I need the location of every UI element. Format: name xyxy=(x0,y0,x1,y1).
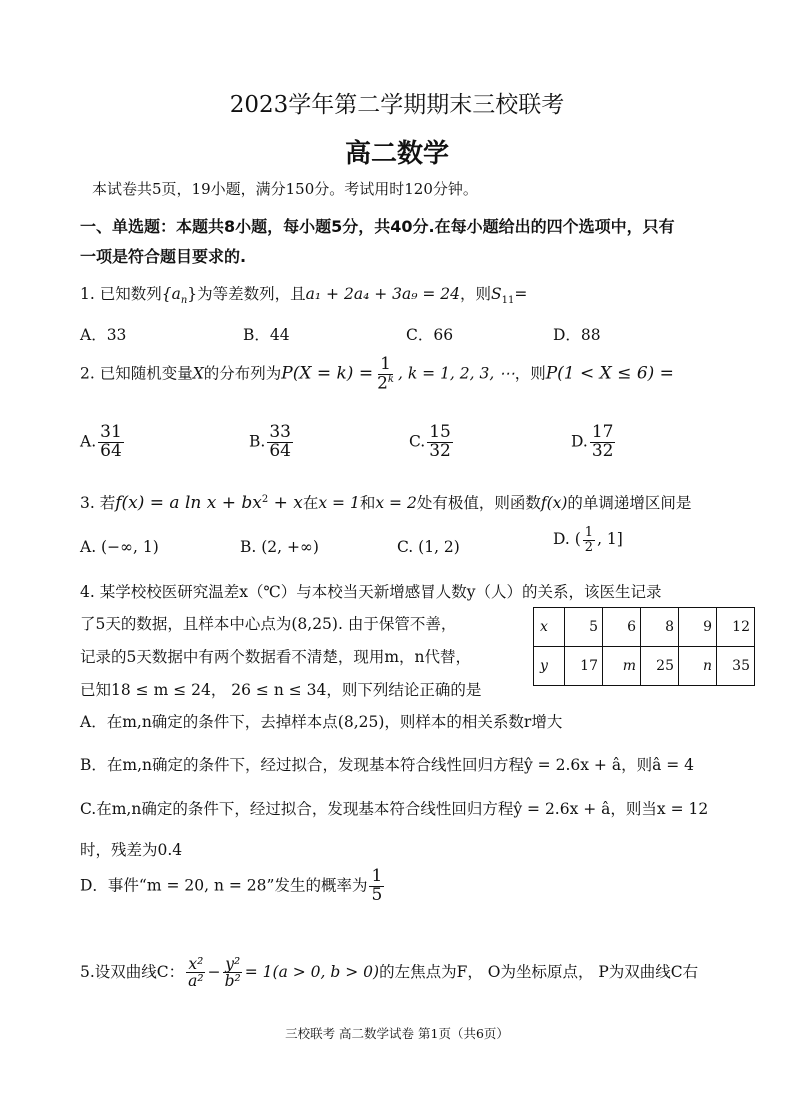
q3-option-d-letter: D. ( xyxy=(553,530,581,549)
question-5 xyxy=(80,956,698,990)
q1-prefix: 1. 已知数列 xyxy=(80,285,162,303)
q3-option-a: A. (−∞, 1) xyxy=(80,538,159,556)
q1-seq-sub: n xyxy=(180,295,188,307)
q3-x1: x = 1 xyxy=(318,494,360,512)
q3-prefix: 3. 若 xyxy=(80,494,116,512)
q1-then: ，则 xyxy=(460,285,492,303)
q2-option-d xyxy=(571,424,617,461)
q2-option-c-den: 32 xyxy=(429,440,451,461)
q2-option-c-num: 15 xyxy=(429,422,451,442)
q3-option-d-frac xyxy=(583,526,595,554)
q2-pexpr: P(X = k) = xyxy=(281,363,374,384)
q5-prefix: 5.设双曲线C： xyxy=(80,962,185,981)
q2-option-b-den: 64 xyxy=(269,440,291,461)
table-cell: n xyxy=(679,647,717,686)
q1-target-sub: 11 xyxy=(501,295,515,307)
q5-tail: 的左焦点为F， O为坐标原点， P为双曲线C右 xyxy=(379,962,699,981)
q1-option-c: C．66 xyxy=(406,326,454,344)
table-cell: 9 xyxy=(679,608,717,647)
q1-option-d: D．88 xyxy=(553,326,601,344)
q4-option-c-line1: C.在m,n确定的条件下，经过拟合，发现基本符合线性回归方程ŷ = 2.6x + â，则当x = 12 xyxy=(80,800,709,818)
q1-option-a: A．33 xyxy=(80,326,127,344)
q2-option-c-letter: C. xyxy=(409,432,426,451)
table-header-x: x xyxy=(534,608,565,647)
q1-target: S xyxy=(491,285,502,303)
q3-x2: x = 2 xyxy=(375,494,417,512)
q2-option-d-num: 17 xyxy=(591,422,614,442)
q4-option-b: B．在m,n确定的条件下，经过拟合，发现基本符合线性回归方程ŷ = 2.6x + â，则â = 4 xyxy=(80,756,695,774)
table-cell: 17 xyxy=(565,647,603,686)
q2-var: X xyxy=(192,364,204,383)
q4-line1: 4. 某学校校医研究温差x（℃）与本校当天新增感冒人数y（人）的关系，该医生记录 xyxy=(80,583,662,601)
q2-query: P(1 < X ≤ 6) = xyxy=(545,363,674,384)
q3-func-tail: + x xyxy=(268,493,303,513)
question-2 xyxy=(80,356,674,393)
q5-frac-y xyxy=(223,956,243,990)
q3-option-d-num: 1 xyxy=(584,525,594,540)
q5-frac-y-den: b² xyxy=(224,972,241,991)
q2-option-d-frac xyxy=(590,424,616,461)
q2-krange: , k = 1, 2, 3, ⋯ xyxy=(397,364,515,383)
q3-option-d-den: 2 xyxy=(584,539,594,555)
q2-option-d-den: 32 xyxy=(591,440,614,461)
q4-option-d-text: D．事件“m = 20, n = 28”发生的概率为 xyxy=(80,876,368,895)
question-3 xyxy=(80,491,691,513)
q4-option-c-line2: 时，残差为0.4 xyxy=(80,841,183,859)
q4-option-d xyxy=(80,868,386,905)
q1-option-b: B．44 xyxy=(243,326,290,344)
exam-intro: 本试卷共5页，19小题，满分150分。考试用时120分钟。 xyxy=(92,180,478,198)
q2-mid: 的分布列为 xyxy=(203,364,282,383)
q4-option-d-frac xyxy=(369,868,384,905)
q4-option-a: A．在m,n确定的条件下，去掉样本点(8,25)，则样本的相关系数r增大 xyxy=(80,713,563,731)
table-cell: m xyxy=(603,647,641,686)
q4-line3: 记录的5天数据中有两个数据看不清楚，现用m，n代替， xyxy=(80,648,472,666)
q4-data-table xyxy=(533,607,755,686)
q2-option-a-frac xyxy=(98,424,124,461)
q3-and: 和 xyxy=(359,494,376,512)
q4-option-d-num: 1 xyxy=(371,866,383,886)
q5-eq-tail: = 1(a > 0, b > 0) xyxy=(244,962,380,981)
q5-frac-x xyxy=(186,956,205,990)
q2-prefix: 2. 已知随机变量 xyxy=(80,364,193,383)
q3-func: f(x) = a ln x + bx xyxy=(115,493,262,513)
q2-option-b-letter: B. xyxy=(249,432,266,451)
exam-subject: 高二数学 xyxy=(344,139,449,169)
q3-f: f(x) xyxy=(540,494,568,512)
table-cell: 12 xyxy=(717,608,755,647)
q5-frac-x-num: x² xyxy=(188,955,204,973)
q5-frac-y-num: y² xyxy=(225,955,241,973)
table-row-y xyxy=(534,647,755,686)
q3-option-c: C. (1, 2) xyxy=(397,538,460,556)
q4-option-d-den: 5 xyxy=(371,884,383,905)
q2-option-c-frac xyxy=(427,424,453,461)
exam-title: 2023学年第二学期期末三校联考 xyxy=(229,92,565,118)
q2-fraction xyxy=(375,356,396,393)
q1-mid: 为等差数列，且 xyxy=(197,285,306,303)
q3-option-d xyxy=(553,526,623,554)
q2-option-b-num: 33 xyxy=(269,422,291,442)
section-heading-line1: 一、单选题：本题共8小题，每小题5分，共40分.在每小题给出的四个选项中，只有 xyxy=(80,217,675,236)
q3-mid1: 在 xyxy=(302,494,319,512)
q1-target-tail: = xyxy=(514,285,528,303)
table-cell: 8 xyxy=(641,608,679,647)
q2-option-a-den: 64 xyxy=(100,440,122,461)
q2-frac-den: 2 xyxy=(377,373,388,394)
table-cell: 35 xyxy=(717,647,755,686)
q2-option-a-letter: A. xyxy=(80,432,97,451)
q2-option-c xyxy=(409,424,455,461)
q1-seq: {a xyxy=(161,285,181,303)
q3-option-d-tail: , 1] xyxy=(597,530,623,549)
q2-frac-den-sup: k xyxy=(387,373,394,385)
q2-option-b-frac xyxy=(267,424,293,461)
question-1 xyxy=(80,282,527,306)
q1-seq-close: } xyxy=(187,285,198,303)
table-header-y: y xyxy=(534,647,565,686)
q1-equation: a₁ + 2a₄ + 3a₉ = 24 xyxy=(305,285,461,303)
q3-option-b: B. (2, +∞) xyxy=(240,538,319,556)
q2-then: ，则 xyxy=(514,364,546,383)
table-row-x xyxy=(534,608,755,647)
q4-line2: 了5天的数据，且样本中心点为(8,25). 由于保管不善， xyxy=(80,615,457,633)
table-cell: 5 xyxy=(565,608,603,647)
section-heading-line2: 一项是符合题目要求的. xyxy=(80,247,247,266)
page-footer: 三校联考 高二数学试卷 第1页（共6页） xyxy=(285,1026,509,1041)
q2-option-a-num: 31 xyxy=(100,422,122,442)
q2-option-b xyxy=(249,424,295,461)
q5-frac-x-den: a² xyxy=(188,972,204,991)
q3-func-sup: 2 xyxy=(261,493,269,505)
table-cell: 25 xyxy=(641,647,679,686)
q2-option-d-letter: D. xyxy=(571,432,588,451)
q2-frac-num: 1 xyxy=(380,354,391,374)
q3-tail: 的单调递增区间是 xyxy=(567,494,692,512)
q2-option-a xyxy=(80,424,126,461)
q5-minus: − xyxy=(207,962,221,981)
q4-line4: 已知18 ≤ m ≤ 24， 26 ≤ n ≤ 34，则下列结论正确的是 xyxy=(80,681,482,699)
q3-mid2: 处有极值，则函数 xyxy=(416,494,541,512)
table-cell: 6 xyxy=(603,608,641,647)
